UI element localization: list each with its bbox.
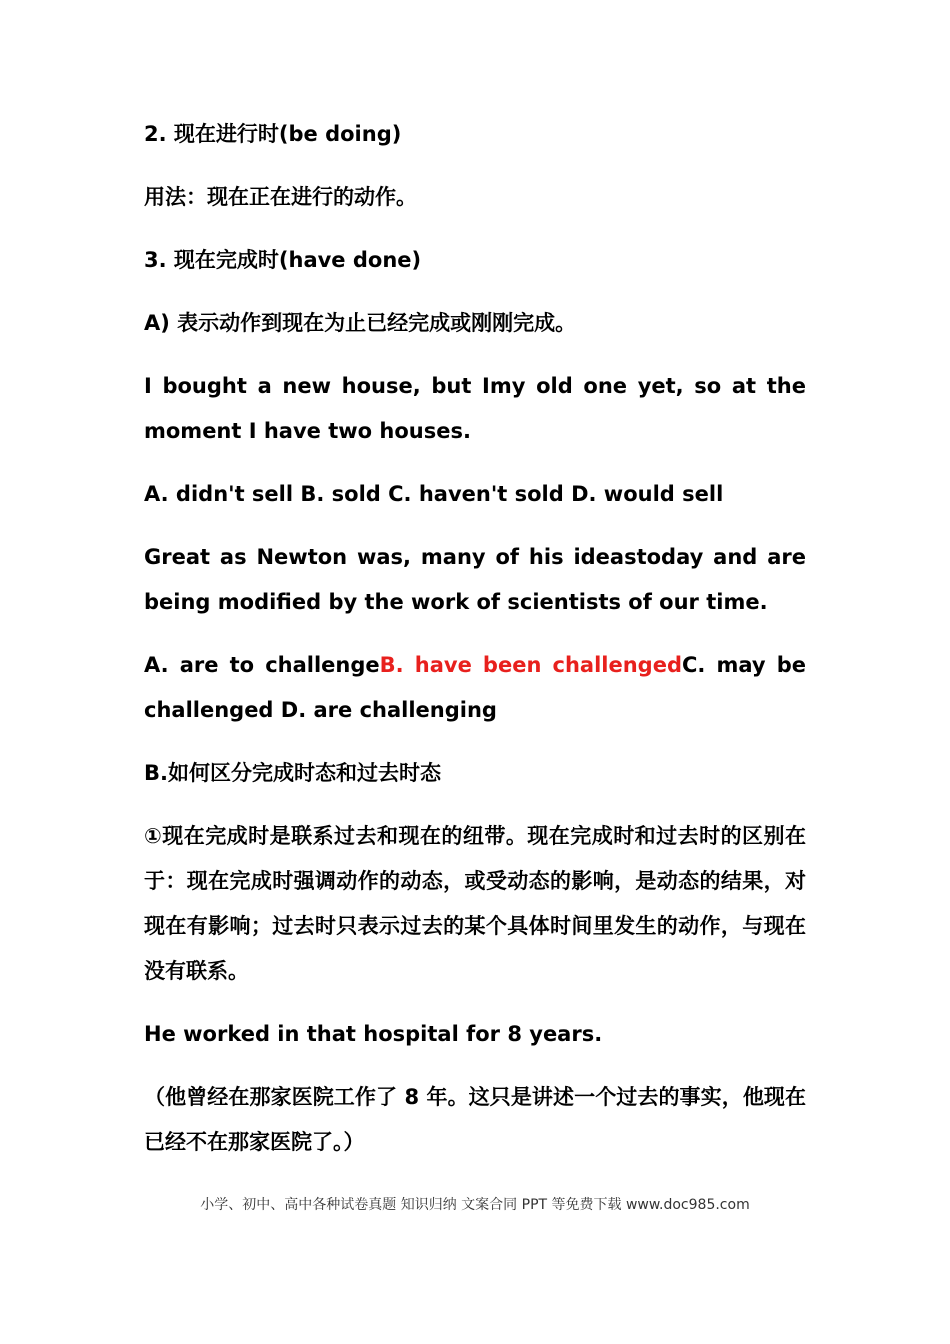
- heading-present-perfect: 3. 现在完成时(have done): [144, 248, 422, 272]
- explanation-paragraph: ①现在完成时是联系过去和现在的纽带。现在完成时和过去时的区别在于：现在完成时强调动作的动态，或受动态的影响，是动态的结果，对现在有影响；过去时只表示过去的某个具体时间里发生的动作，与现在没有联系。: [144, 824, 806, 983]
- page-footer: 小学、初中、高中各种试卷真题 知识归纳 文案合同 PPT 等免费下载 www.doc985.com: [200, 1197, 750, 1213]
- option-a: A. are to challenge: [144, 653, 380, 677]
- heading-distinguish: B.如何区分完成时态和过去时态: [144, 761, 441, 785]
- question-1: I bought a new house, but Imy old one yet, so at the moment I have two houses.: [144, 374, 806, 443]
- heading-present-continuous: 2. 现在进行时(be doing): [144, 122, 402, 146]
- document-body: [144, 112, 806, 1183]
- question-2: Great as Newton was, many of his ideastoday and are being modified by the work of scientists of our time.: [144, 545, 806, 614]
- question-1-options: A. didn't sell B. sold C. haven't sold D. would sell: [144, 482, 724, 506]
- option-b-answer: B. have been challenged: [379, 653, 682, 677]
- rule-a: A) 表示动作到现在为止已经完成或刚刚完成。: [144, 311, 577, 335]
- example-translation: （他曾经在那家医院工作了 8 年。这只是讲述一个过去的事实，他现在已经不在那家医院了。）: [144, 1085, 806, 1154]
- question-2-options: [144, 643, 806, 733]
- example-sentence: He worked in that hospital for 8 years.: [144, 1022, 603, 1046]
- option-c-d: C. may be challenged D. are challenging: [144, 653, 806, 722]
- usage-line: 用法：现在正在进行的动作。: [144, 185, 417, 209]
